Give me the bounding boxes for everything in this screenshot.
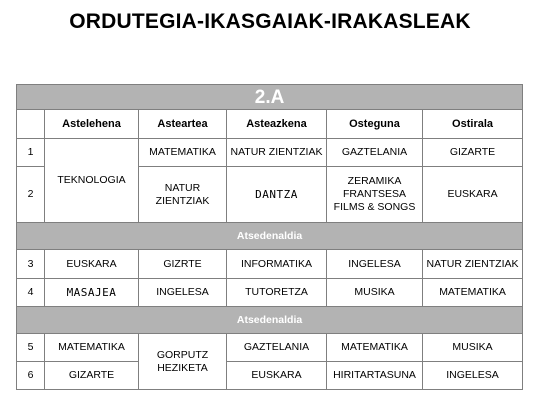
cell-thursday-4: MUSIKA xyxy=(327,279,423,307)
cell-tuesday-3: GIZRTE xyxy=(139,250,227,279)
cell-friday-4: MATEMATIKA xyxy=(423,279,523,307)
group-label: 2.A xyxy=(17,85,523,110)
day-header-wednesday: Asteazkena xyxy=(227,110,327,139)
period-row-1 xyxy=(17,139,523,167)
cell-friday-5: MUSIKA xyxy=(423,334,523,362)
cell-monday-6: GIZARTE xyxy=(45,362,139,390)
cell-thursday-5: MATEMATIKA xyxy=(327,334,423,362)
cell-wednesday-2: DANTZA xyxy=(227,167,327,223)
period-row-6 xyxy=(17,362,523,390)
cell-wednesday-6: EUSKARA xyxy=(227,362,327,390)
cell-thursday-6: HIRITARTASUNA xyxy=(327,362,423,390)
cell-monday-5: MATEMATIKA xyxy=(45,334,139,362)
break-row-1 xyxy=(17,223,523,250)
cell-wednesday-5: GAZTELANIA xyxy=(227,334,327,362)
day-header-tuesday: Asteartea xyxy=(139,110,227,139)
cell-monday-1-2: TEKNOLOGIA xyxy=(45,139,139,223)
day-header-friday: Ostirala xyxy=(423,110,523,139)
period-number: 5 xyxy=(17,334,45,362)
cell-tuesday-4: INGELESA xyxy=(139,279,227,307)
break-label: Atsedenaldia xyxy=(17,307,523,334)
cell-thursday-2: ZERAMIKA FRANTSESA FILMS & SONGS xyxy=(327,167,423,223)
period-row-5 xyxy=(17,334,523,362)
cell-friday-6: INGELESA xyxy=(423,362,523,390)
cell-friday-3: NATUR ZIENTZIAK xyxy=(423,250,523,279)
cell-thursday-3: INGELESA xyxy=(327,250,423,279)
period-row-3 xyxy=(17,250,523,279)
cell-monday-4: MASAJEA xyxy=(45,279,139,307)
break-label: Atsedenaldia xyxy=(17,223,523,250)
group-header-row xyxy=(17,85,523,110)
corner-cell xyxy=(17,110,45,139)
day-header-row xyxy=(17,110,523,139)
cell-tuesday-5-6: GORPUTZ HEZIKETA xyxy=(139,334,227,390)
cell-wednesday-3: INFORMATIKA xyxy=(227,250,327,279)
cell-tuesday-1: MATEMATIKA xyxy=(139,139,227,167)
cell-wednesday-4: TUTORETZA xyxy=(227,279,327,307)
cell-tuesday-2: NATUR ZIENTZIAK xyxy=(139,167,227,223)
cell-wednesday-1: NATUR ZIENTZIAK xyxy=(227,139,327,167)
cell-monday-3: EUSKARA xyxy=(45,250,139,279)
cell-friday-2: EUSKARA xyxy=(423,167,523,223)
period-number: 4 xyxy=(17,279,45,307)
day-header-monday: Astelehena xyxy=(45,110,139,139)
period-number: 3 xyxy=(17,250,45,279)
cell-thursday-1: GAZTELANIA xyxy=(327,139,423,167)
period-number: 6 xyxy=(17,362,45,390)
break-row-2 xyxy=(17,307,523,334)
schedule-table xyxy=(16,84,523,390)
period-number: 1 xyxy=(17,139,45,167)
page-title: ORDUTEGIA-IKASGAIAK-IRAKASLEAK xyxy=(69,10,471,33)
cell-friday-1: GIZARTE xyxy=(423,139,523,167)
period-number: 2 xyxy=(17,167,45,223)
day-header-thursday: Osteguna xyxy=(327,110,423,139)
period-row-4 xyxy=(17,279,523,307)
